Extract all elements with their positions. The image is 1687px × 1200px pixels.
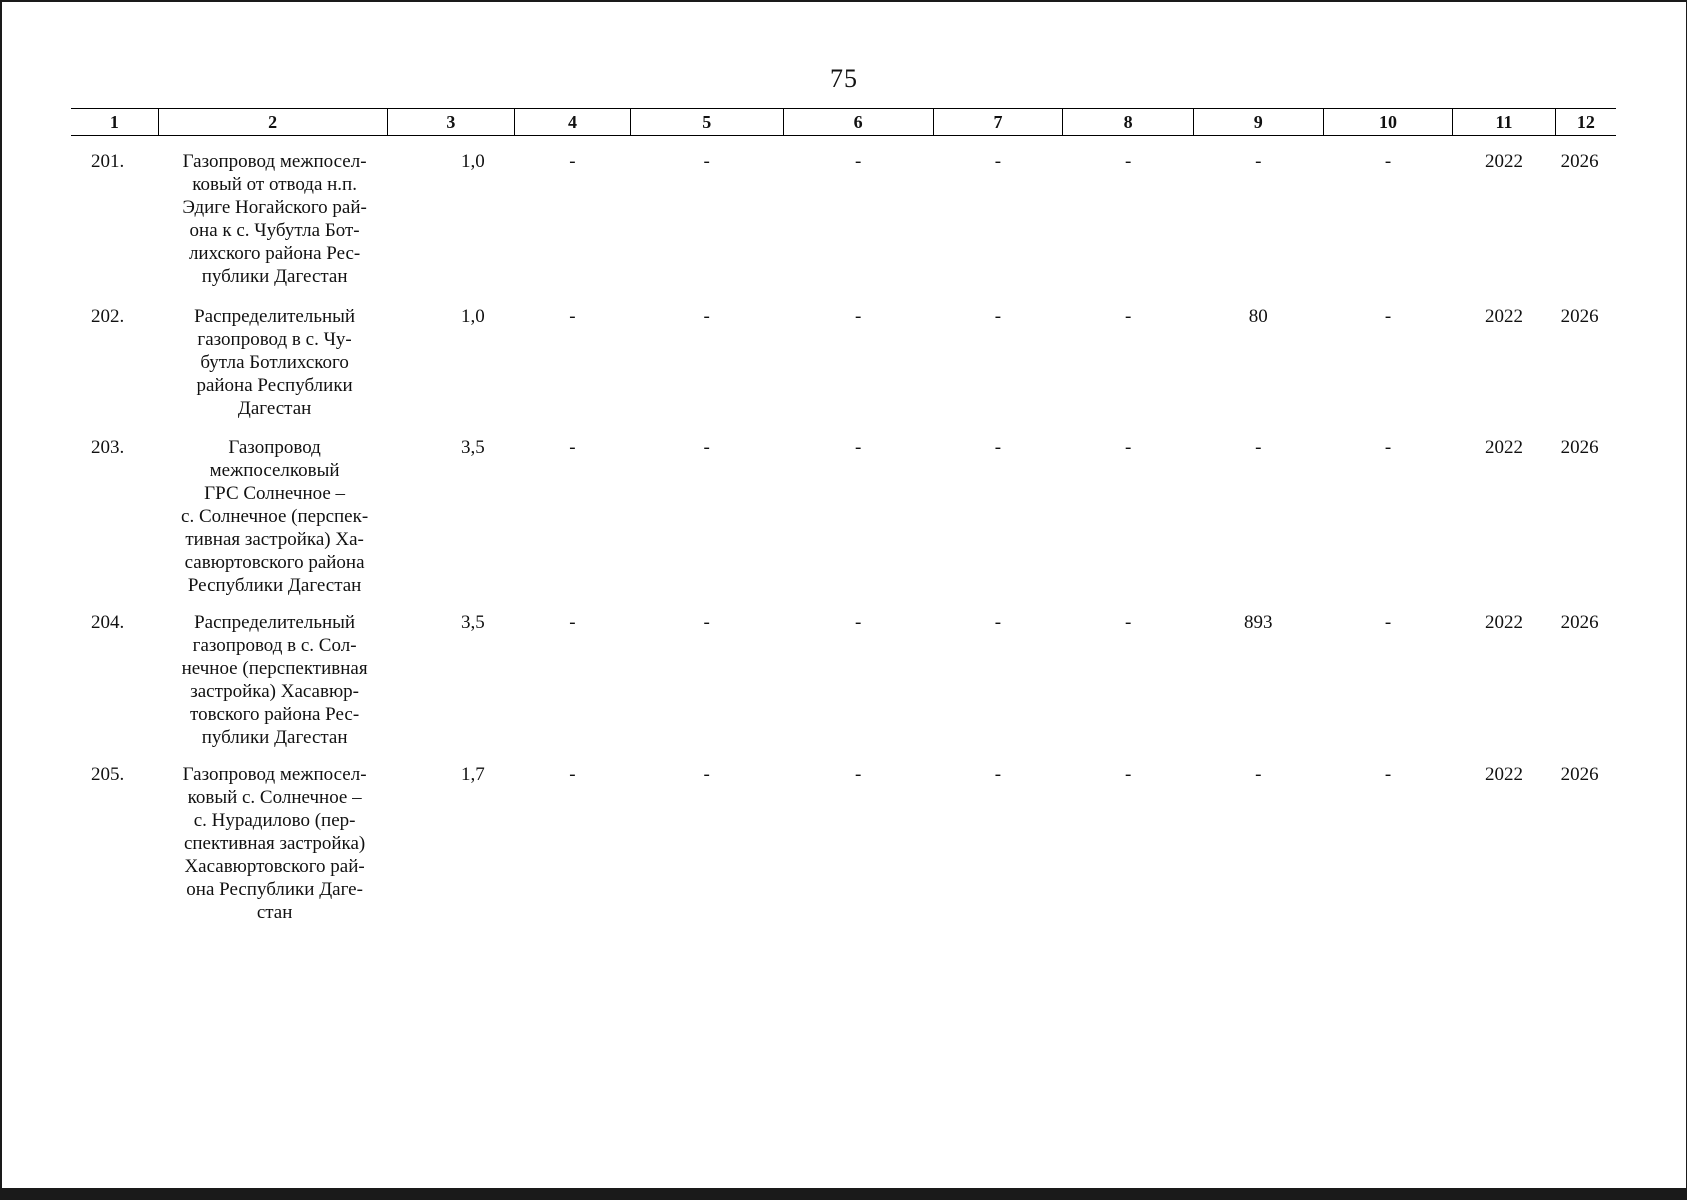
object-name-line: Газопровод межпосел-	[182, 151, 367, 172]
object-name-line: района Республики	[196, 374, 353, 396]
object-name-line: застройка) Хасавюр-	[190, 680, 359, 702]
object-name-line: Распределительный	[194, 611, 356, 633]
cell-col-6: -	[854, 611, 862, 633]
object-name-line: лихского района Рес-	[188, 243, 361, 264]
table-row	[71, 291, 1616, 422]
table-row	[71, 136, 1616, 291]
column-header: 10	[1323, 109, 1453, 136]
object-name-line: Распределительный	[194, 305, 356, 327]
column-header: 12	[1555, 109, 1616, 136]
column-header: 3	[387, 109, 515, 136]
length-value: 3,5	[461, 436, 485, 458]
column-header: 9	[1193, 109, 1323, 136]
cell-col-7: -	[994, 611, 1002, 633]
cell-col-8: -	[1124, 436, 1132, 458]
object-name-line: публики Дагестан	[201, 726, 348, 748]
object-name-line: с. Солнечное (перспек-	[181, 505, 369, 527]
object-name-line: товского района Рес-	[190, 703, 360, 725]
column-header: 2	[158, 109, 387, 136]
object-name-line: Эдиге Ногайского рай-	[182, 197, 367, 218]
cell-col-8: -	[1124, 305, 1132, 327]
object-name-line: она Республики Даге-	[186, 878, 363, 900]
object-name	[158, 422, 387, 597]
object-name-line: Газопровод	[228, 436, 321, 458]
cell-col-9: 893	[1244, 611, 1273, 633]
end-year: 2026	[1560, 436, 1599, 458]
object-name-line: она к с. Чубутла Бот-	[189, 220, 360, 241]
table-row	[71, 749, 1616, 924]
row-number: 204.	[90, 611, 125, 633]
cell-col-7: -	[994, 436, 1002, 458]
object-name-line: нечное (перспективная	[181, 657, 368, 679]
page-number: 75	[830, 64, 858, 93]
start-year: 2022	[1484, 436, 1523, 458]
object-name-line: савюртовского района	[184, 551, 365, 573]
row-number: 202.	[90, 305, 125, 327]
data-table	[71, 108, 1616, 924]
table-row	[71, 422, 1616, 597]
start-year: 2022	[1484, 151, 1523, 172]
object-name-line: Хасавюртовского рай-	[184, 855, 365, 877]
object-name-line: Дагестан	[237, 397, 312, 419]
column-header: 7	[933, 109, 1063, 136]
object-name-line: межпоселковый	[209, 459, 340, 481]
cell-col-6: -	[854, 305, 862, 327]
cell-col-7: -	[994, 763, 1002, 785]
object-name	[158, 749, 387, 924]
end-year: 2026	[1560, 763, 1599, 785]
cell-col-10: -	[1384, 611, 1392, 633]
object-name-line: ковый с. Солнечное –	[187, 786, 362, 808]
cell-col-9: -	[1255, 763, 1262, 785]
object-name-line: Газопровод межпосел-	[182, 763, 367, 785]
column-header: 6	[783, 109, 933, 136]
column-header: 1	[71, 109, 158, 136]
row-number: 203.	[90, 436, 125, 458]
cell-col-9: -	[1255, 436, 1262, 458]
end-year: 2026	[1560, 305, 1599, 327]
column-header: 11	[1453, 109, 1555, 136]
object-name-line: тивная застройка) Ха-	[185, 528, 364, 550]
cell-col-5: -	[703, 763, 710, 785]
cell-col-4: -	[569, 305, 576, 327]
cell-col-7: -	[994, 305, 1002, 327]
cell-col-10: -	[1384, 763, 1392, 785]
cell-col-10: -	[1384, 305, 1392, 327]
cell-col-5: -	[703, 305, 710, 327]
cell-col-6: -	[854, 763, 862, 785]
object-name-line: спективная застройка)	[183, 832, 366, 854]
cell-col-8: -	[1124, 611, 1132, 633]
row-number: 205.	[90, 763, 125, 785]
column-header: 8	[1063, 109, 1194, 136]
cell-col-10: -	[1384, 436, 1392, 458]
object-name	[158, 136, 387, 291]
cell-col-5: -	[703, 151, 710, 172]
object-name-line: газопровод в с. Чу-	[197, 328, 352, 350]
column-header: 4	[515, 109, 630, 136]
cell-col-6: -	[854, 436, 862, 458]
cell-col-4: -	[569, 611, 576, 633]
object-name-line: ковый от отвода н.п.	[192, 174, 357, 195]
document-page	[2, 2, 1686, 1188]
end-year: 2026	[1560, 611, 1599, 633]
end-year: 2026	[1560, 151, 1599, 172]
object-name-line: бутла Ботлихского	[200, 351, 349, 373]
start-year: 2022	[1484, 763, 1523, 785]
length-value: 3,5	[461, 611, 485, 633]
object-name-line: Республики Дагестан	[187, 574, 362, 596]
cell-col-9: -	[1255, 151, 1262, 172]
object-name-line: газопровод в с. Сол-	[192, 634, 357, 656]
header-row	[71, 109, 1616, 136]
cell-col-10: -	[1384, 151, 1392, 172]
table-row	[71, 597, 1616, 749]
object-name	[158, 597, 387, 749]
cell-col-5: -	[703, 611, 710, 633]
cell-col-9: 80	[1248, 305, 1268, 327]
cell-col-4: -	[569, 151, 576, 172]
object-name-line: публики Дагестан	[201, 266, 348, 287]
object-name-line: с. Нурадилово (пер-	[193, 809, 356, 831]
cell-col-4: -	[569, 763, 576, 785]
object-name-line: ГРС Солнечное –	[204, 482, 346, 504]
cell-col-8: -	[1124, 763, 1132, 785]
object-name	[158, 291, 387, 422]
length-value: 1,0	[461, 151, 485, 172]
start-year: 2022	[1484, 305, 1523, 327]
cell-col-6: -	[854, 151, 862, 172]
cell-col-4: -	[569, 436, 576, 458]
column-header: 5	[630, 109, 783, 136]
table-body	[71, 136, 1616, 924]
object-name-line: стан	[256, 901, 293, 923]
length-value: 1,7	[461, 763, 485, 785]
cell-col-7: -	[994, 151, 1002, 172]
row-number: 201.	[90, 151, 125, 172]
cell-col-8: -	[1124, 151, 1132, 172]
length-value: 1,0	[461, 305, 485, 327]
cell-col-5: -	[703, 436, 710, 458]
start-year: 2022	[1484, 611, 1523, 633]
